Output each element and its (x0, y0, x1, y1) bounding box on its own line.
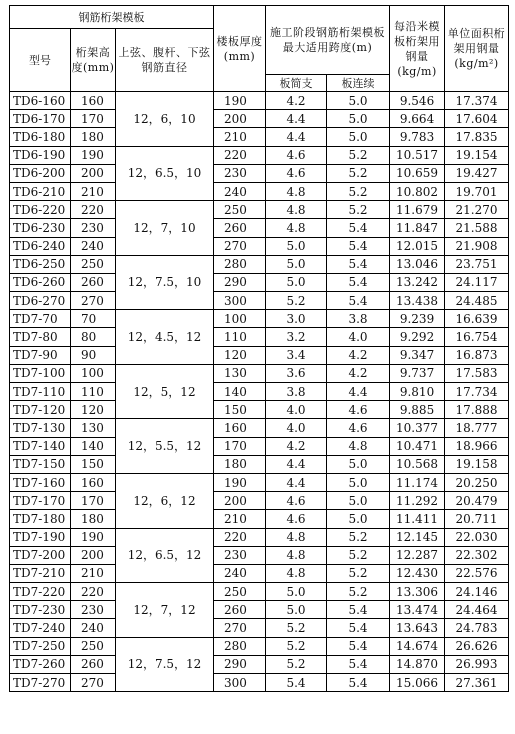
cell-span-simple-support: 3.4 (266, 346, 327, 364)
cell-rebar-diameters: 12，5，12 (116, 364, 214, 419)
cell-truss-height: 80 (71, 328, 116, 346)
cell-span-continuous: 5.0 (327, 492, 390, 510)
cell-weight-per-area: 19.154 (445, 146, 509, 164)
cell-weight-per-area: 24.146 (445, 583, 509, 601)
cell-span-simple-support: 5.2 (266, 637, 327, 655)
header-truss-height: 桁架高度(mm) (71, 29, 116, 92)
cell-span-simple-support: 4.0 (266, 401, 327, 419)
cell-slab-thickness: 260 (214, 601, 266, 619)
cell-truss-height: 90 (71, 346, 116, 364)
cell-rebar-diameters: 12，7.5，12 (116, 637, 214, 692)
table-row (10, 273, 509, 291)
cell-span-continuous: 5.4 (327, 655, 390, 673)
cell-span-continuous: 5.4 (327, 619, 390, 637)
cell-weight-per-meter: 12.287 (390, 546, 445, 564)
cell-slab-thickness: 230 (214, 546, 266, 564)
cell-span-continuous: 5.2 (327, 564, 390, 582)
cell-slab-thickness: 270 (214, 237, 266, 255)
cell-rebar-diameters: 12，6.5，12 (116, 528, 214, 583)
cell-slab-thickness: 290 (214, 655, 266, 673)
cell-slab-thickness: 240 (214, 564, 266, 582)
cell-slab-thickness: 150 (214, 401, 266, 419)
table-row (10, 401, 509, 419)
cell-span-simple-support: 5.2 (266, 619, 327, 637)
cell-rebar-diameters: 12，5.5，12 (116, 419, 214, 474)
cell-truss-height: 210 (71, 564, 116, 582)
cell-model: TD7-150 (10, 455, 71, 473)
cell-span-continuous: 4.6 (327, 401, 390, 419)
cell-truss-height: 180 (71, 128, 116, 146)
cell-model: TD7-260 (10, 655, 71, 673)
cell-truss-height: 70 (71, 310, 116, 328)
cell-weight-per-area: 19.427 (445, 164, 509, 182)
table-row (10, 473, 509, 491)
cell-weight-per-meter: 13.242 (390, 273, 445, 291)
cell-model: TD7-160 (10, 473, 71, 491)
cell-weight-per-meter: 13.306 (390, 583, 445, 601)
cell-weight-per-area: 16.639 (445, 310, 509, 328)
cell-weight-per-area: 17.888 (445, 401, 509, 419)
cell-slab-thickness: 290 (214, 273, 266, 291)
cell-span-continuous: 5.4 (327, 292, 390, 310)
cell-weight-per-meter: 10.659 (390, 164, 445, 182)
cell-rebar-diameters: 12，7，10 (116, 201, 214, 256)
cell-span-continuous: 5.2 (327, 164, 390, 182)
cell-slab-thickness: 110 (214, 328, 266, 346)
cell-rebar-diameters: 12，6.5，10 (116, 146, 214, 201)
cell-weight-per-area: 24.783 (445, 619, 509, 637)
cell-truss-height: 230 (71, 601, 116, 619)
cell-model: TD7-110 (10, 383, 71, 401)
cell-model: TD7-170 (10, 492, 71, 510)
cell-model: TD6-200 (10, 164, 71, 182)
cell-weight-per-area: 17.604 (445, 110, 509, 128)
table-body (10, 92, 509, 692)
cell-span-simple-support: 5.0 (266, 601, 327, 619)
cell-weight-per-meter: 13.643 (390, 619, 445, 637)
cell-weight-per-meter: 12.145 (390, 528, 445, 546)
cell-model: TD7-120 (10, 401, 71, 419)
cell-weight-per-area: 17.835 (445, 128, 509, 146)
cell-rebar-diameters: 12，6，10 (116, 92, 214, 147)
cell-weight-per-area: 26.993 (445, 655, 509, 673)
cell-span-simple-support: 5.0 (266, 255, 327, 273)
cell-weight-per-area: 23.751 (445, 255, 509, 273)
cell-weight-per-area: 17.374 (445, 92, 509, 110)
table-row (10, 528, 509, 546)
cell-weight-per-meter: 13.474 (390, 601, 445, 619)
cell-span-continuous: 5.4 (327, 601, 390, 619)
cell-span-continuous: 5.2 (327, 546, 390, 564)
cell-truss-height: 170 (71, 110, 116, 128)
cell-slab-thickness: 210 (214, 510, 266, 528)
cell-weight-per-meter: 9.783 (390, 128, 445, 146)
header-span-group: 施工阶段钢筋桁架模板最大适用跨度(m) (266, 6, 390, 75)
cell-span-continuous: 5.0 (327, 510, 390, 528)
cell-span-simple-support: 4.8 (266, 564, 327, 582)
table-row (10, 92, 509, 110)
cell-span-simple-support: 4.4 (266, 455, 327, 473)
table-row (10, 219, 509, 237)
cell-span-simple-support: 4.8 (266, 182, 327, 200)
cell-weight-per-meter: 9.737 (390, 364, 445, 382)
table-row (10, 146, 509, 164)
cell-span-simple-support: 4.0 (266, 419, 327, 437)
cell-weight-per-area: 22.030 (445, 528, 509, 546)
table-row (10, 255, 509, 273)
cell-truss-height: 190 (71, 146, 116, 164)
cell-truss-height: 140 (71, 437, 116, 455)
cell-span-continuous: 5.2 (327, 182, 390, 200)
cell-span-simple-support: 4.4 (266, 473, 327, 491)
cell-model: TD6-160 (10, 92, 71, 110)
cell-weight-per-meter: 10.377 (390, 419, 445, 437)
cell-slab-thickness: 300 (214, 292, 266, 310)
cell-span-continuous: 5.0 (327, 92, 390, 110)
cell-truss-height: 210 (71, 182, 116, 200)
table-row (10, 292, 509, 310)
cell-span-continuous: 5.0 (327, 110, 390, 128)
cell-slab-thickness: 120 (214, 346, 266, 364)
cell-span-continuous: 4.8 (327, 437, 390, 455)
cell-slab-thickness: 160 (214, 419, 266, 437)
table-row (10, 164, 509, 182)
cell-weight-per-meter: 11.174 (390, 473, 445, 491)
cell-span-simple-support: 4.6 (266, 492, 327, 510)
cell-model: TD7-270 (10, 674, 71, 692)
cell-truss-height: 110 (71, 383, 116, 401)
cell-model: TD7-90 (10, 346, 71, 364)
cell-weight-per-area: 16.873 (445, 346, 509, 364)
cell-weight-per-area: 20.250 (445, 473, 509, 491)
header-rebar-diameters: 上弦、腹杆、下弦钢筋直径 (116, 29, 214, 92)
cell-weight-per-meter: 9.664 (390, 110, 445, 128)
table-row (10, 237, 509, 255)
cell-truss-height: 270 (71, 292, 116, 310)
table-row (10, 546, 509, 564)
table-row (10, 655, 509, 673)
cell-span-continuous: 5.4 (327, 237, 390, 255)
cell-weight-per-area: 19.158 (445, 455, 509, 473)
cell-span-continuous: 4.4 (327, 383, 390, 401)
cell-truss-height: 220 (71, 583, 116, 601)
cell-span-simple-support: 4.6 (266, 510, 327, 528)
cell-model: TD6-260 (10, 273, 71, 291)
cell-model: TD7-190 (10, 528, 71, 546)
cell-truss-height: 200 (71, 164, 116, 182)
cell-span-continuous: 3.8 (327, 310, 390, 328)
cell-span-simple-support: 5.4 (266, 674, 327, 692)
header-model: 型号 (10, 29, 71, 92)
header-simple-support: 板简支 (266, 75, 327, 92)
table-row (10, 674, 509, 692)
cell-span-simple-support: 4.8 (266, 528, 327, 546)
cell-weight-per-area: 17.583 (445, 364, 509, 382)
table-row (10, 182, 509, 200)
cell-weight-per-area: 21.270 (445, 201, 509, 219)
cell-span-simple-support: 4.8 (266, 201, 327, 219)
cell-span-simple-support: 5.0 (266, 583, 327, 601)
cell-slab-thickness: 250 (214, 583, 266, 601)
cell-weight-per-meter: 14.870 (390, 655, 445, 673)
cell-weight-per-area: 18.966 (445, 437, 509, 455)
cell-weight-per-meter: 13.438 (390, 292, 445, 310)
cell-weight-per-area: 17.734 (445, 383, 509, 401)
header-weight-per-area: 单位面积桁架用钢量(kg/m²) (445, 6, 509, 92)
cell-weight-per-meter: 9.546 (390, 92, 445, 110)
cell-slab-thickness: 190 (214, 92, 266, 110)
cell-span-continuous: 5.0 (327, 473, 390, 491)
cell-slab-thickness: 100 (214, 310, 266, 328)
cell-span-simple-support: 4.2 (266, 437, 327, 455)
table-row (10, 328, 509, 346)
table-row (10, 310, 509, 328)
cell-slab-thickness: 240 (214, 182, 266, 200)
cell-weight-per-meter: 13.046 (390, 255, 445, 273)
cell-span-continuous: 5.4 (327, 273, 390, 291)
cell-weight-per-area: 27.361 (445, 674, 509, 692)
cell-weight-per-meter: 9.239 (390, 310, 445, 328)
cell-model: TD6-170 (10, 110, 71, 128)
cell-slab-thickness: 250 (214, 201, 266, 219)
cell-span-continuous: 4.0 (327, 328, 390, 346)
table-row (10, 492, 509, 510)
header-slab-thickness: 楼板厚度(mm) (214, 6, 266, 92)
table-row (10, 601, 509, 619)
cell-model: TD6-250 (10, 255, 71, 273)
cell-truss-height: 230 (71, 219, 116, 237)
cell-truss-height: 260 (71, 655, 116, 673)
table-row (10, 201, 509, 219)
table-row (10, 583, 509, 601)
cell-slab-thickness: 130 (214, 364, 266, 382)
cell-span-continuous: 5.2 (327, 201, 390, 219)
cell-weight-per-area: 19.701 (445, 182, 509, 200)
cell-span-continuous: 5.2 (327, 146, 390, 164)
cell-weight-per-area: 18.777 (445, 419, 509, 437)
cell-span-simple-support: 5.2 (266, 292, 327, 310)
cell-truss-height: 240 (71, 237, 116, 255)
cell-weight-per-area: 24.117 (445, 273, 509, 291)
cell-slab-thickness: 170 (214, 437, 266, 455)
cell-weight-per-meter: 9.810 (390, 383, 445, 401)
cell-span-continuous: 5.0 (327, 455, 390, 473)
cell-weight-per-area: 20.711 (445, 510, 509, 528)
cell-span-simple-support: 4.6 (266, 164, 327, 182)
cell-slab-thickness: 280 (214, 255, 266, 273)
cell-weight-per-meter: 11.679 (390, 201, 445, 219)
cell-weight-per-area: 24.464 (445, 601, 509, 619)
cell-span-simple-support: 5.0 (266, 273, 327, 291)
cell-slab-thickness: 200 (214, 110, 266, 128)
cell-weight-per-area: 16.754 (445, 328, 509, 346)
cell-weight-per-area: 21.588 (445, 219, 509, 237)
cell-truss-height: 260 (71, 273, 116, 291)
cell-truss-height: 160 (71, 92, 116, 110)
cell-span-continuous: 4.2 (327, 346, 390, 364)
cell-span-simple-support: 4.4 (266, 110, 327, 128)
cell-slab-thickness: 190 (214, 473, 266, 491)
cell-truss-height: 200 (71, 546, 116, 564)
header-weight-per-meter: 每沿米模板桁架用钢量(kg/m) (390, 6, 445, 92)
cell-slab-thickness: 220 (214, 528, 266, 546)
cell-model: TD7-140 (10, 437, 71, 455)
cell-weight-per-meter: 15.066 (390, 674, 445, 692)
cell-slab-thickness: 230 (214, 164, 266, 182)
cell-weight-per-meter: 11.847 (390, 219, 445, 237)
cell-model: TD6-230 (10, 219, 71, 237)
cell-slab-thickness: 140 (214, 383, 266, 401)
cell-slab-thickness: 210 (214, 128, 266, 146)
cell-span-simple-support: 5.2 (266, 655, 327, 673)
cell-span-continuous: 5.2 (327, 528, 390, 546)
cell-model: TD6-220 (10, 201, 71, 219)
cell-truss-height: 190 (71, 528, 116, 546)
cell-rebar-diameters: 12，6，12 (116, 473, 214, 528)
cell-span-continuous: 4.2 (327, 364, 390, 382)
cell-span-continuous: 4.6 (327, 419, 390, 437)
cell-slab-thickness: 200 (214, 492, 266, 510)
table-row (10, 437, 509, 455)
cell-truss-height: 130 (71, 419, 116, 437)
cell-weight-per-meter: 14.674 (390, 637, 445, 655)
cell-weight-per-meter: 9.885 (390, 401, 445, 419)
cell-weight-per-meter: 12.015 (390, 237, 445, 255)
cell-truss-height: 170 (71, 492, 116, 510)
cell-model: TD6-210 (10, 182, 71, 200)
cell-span-simple-support: 4.6 (266, 146, 327, 164)
cell-span-continuous: 5.2 (327, 583, 390, 601)
cell-model: TD6-180 (10, 128, 71, 146)
table-row (10, 110, 509, 128)
cell-weight-per-area: 22.576 (445, 564, 509, 582)
cell-span-simple-support: 4.2 (266, 92, 327, 110)
table-row (10, 383, 509, 401)
cell-span-simple-support: 5.0 (266, 237, 327, 255)
cell-model: TD7-180 (10, 510, 71, 528)
table-row (10, 510, 509, 528)
table-row (10, 364, 509, 382)
cell-truss-height: 120 (71, 401, 116, 419)
cell-weight-per-meter: 10.471 (390, 437, 445, 455)
cell-span-continuous: 5.4 (327, 219, 390, 237)
cell-model: TD7-230 (10, 601, 71, 619)
cell-truss-height: 220 (71, 201, 116, 219)
cell-span-continuous: 5.4 (327, 674, 390, 692)
cell-truss-height: 160 (71, 473, 116, 491)
cell-weight-per-area: 22.302 (445, 546, 509, 564)
cell-truss-height: 250 (71, 255, 116, 273)
cell-rebar-diameters: 12，4.5，12 (116, 310, 214, 365)
cell-rebar-diameters: 12，7，12 (116, 583, 214, 638)
table-row (10, 564, 509, 582)
table-row (10, 619, 509, 637)
cell-model: TD7-70 (10, 310, 71, 328)
cell-model: TD6-270 (10, 292, 71, 310)
cell-model: TD6-190 (10, 146, 71, 164)
cell-truss-height: 250 (71, 637, 116, 655)
cell-truss-height: 100 (71, 364, 116, 382)
cell-model: TD7-250 (10, 637, 71, 655)
cell-weight-per-meter: 12.430 (390, 564, 445, 582)
cell-weight-per-meter: 9.292 (390, 328, 445, 346)
cell-weight-per-meter: 11.411 (390, 510, 445, 528)
cell-span-simple-support: 4.8 (266, 219, 327, 237)
cell-span-simple-support: 4.8 (266, 546, 327, 564)
cell-weight-per-meter: 9.347 (390, 346, 445, 364)
cell-weight-per-meter: 10.802 (390, 182, 445, 200)
cell-weight-per-meter: 11.292 (390, 492, 445, 510)
header-continuous: 板连续 (327, 75, 390, 92)
cell-truss-height: 240 (71, 619, 116, 637)
cell-span-continuous: 5.4 (327, 255, 390, 273)
cell-model: TD7-80 (10, 328, 71, 346)
cell-truss-height: 150 (71, 455, 116, 473)
table-row (10, 346, 509, 364)
cell-slab-thickness: 270 (214, 619, 266, 637)
cell-truss-height: 180 (71, 510, 116, 528)
cell-span-simple-support: 3.2 (266, 328, 327, 346)
cell-slab-thickness: 180 (214, 455, 266, 473)
cell-model: TD7-200 (10, 546, 71, 564)
cell-model: TD7-130 (10, 419, 71, 437)
cell-span-continuous: 5.0 (327, 128, 390, 146)
cell-span-continuous: 5.4 (327, 637, 390, 655)
cell-weight-per-area: 20.479 (445, 492, 509, 510)
cell-weight-per-area: 26.626 (445, 637, 509, 655)
cell-model: TD7-240 (10, 619, 71, 637)
cell-weight-per-area: 24.485 (445, 292, 509, 310)
cell-slab-thickness: 280 (214, 637, 266, 655)
cell-model: TD7-100 (10, 364, 71, 382)
cell-slab-thickness: 220 (214, 146, 266, 164)
truss-deck-spec-table (9, 5, 509, 692)
cell-weight-per-meter: 10.517 (390, 146, 445, 164)
cell-weight-per-area: 21.908 (445, 237, 509, 255)
cell-span-simple-support: 4.4 (266, 128, 327, 146)
cell-model: TD6-240 (10, 237, 71, 255)
table-row (10, 455, 509, 473)
cell-model: TD7-220 (10, 583, 71, 601)
table-row (10, 637, 509, 655)
header-truss-deck-group: 钢筋桁架模板 (10, 6, 214, 29)
table-row (10, 419, 509, 437)
cell-span-simple-support: 3.0 (266, 310, 327, 328)
cell-model: TD7-210 (10, 564, 71, 582)
cell-rebar-diameters: 12，7.5，10 (116, 255, 214, 310)
cell-weight-per-meter: 10.568 (390, 455, 445, 473)
cell-slab-thickness: 300 (214, 674, 266, 692)
cell-slab-thickness: 260 (214, 219, 266, 237)
cell-span-simple-support: 3.6 (266, 364, 327, 382)
cell-truss-height: 270 (71, 674, 116, 692)
cell-span-simple-support: 3.8 (266, 383, 327, 401)
table-row (10, 128, 509, 146)
